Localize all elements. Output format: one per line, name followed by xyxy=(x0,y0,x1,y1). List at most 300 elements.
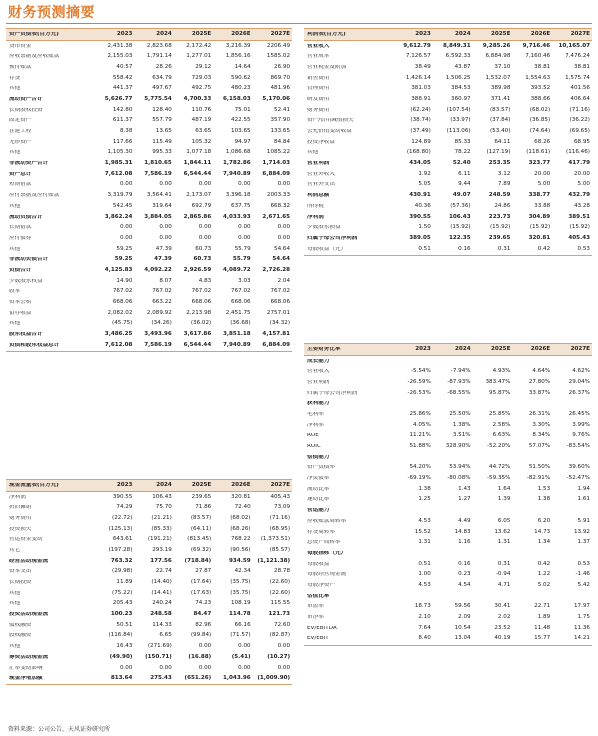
value-cell: 319.64 xyxy=(152,202,172,209)
row-label: 流动资产合计 xyxy=(9,96,43,102)
row-label: 存货周转率 xyxy=(307,529,335,535)
table-row xyxy=(304,516,592,527)
value-cell: 4,157.81 xyxy=(262,331,291,338)
value-cell: (1,373.51) xyxy=(260,536,291,543)
value-cell: 6,544.44 xyxy=(183,170,212,177)
value-cell: 401.56 xyxy=(570,85,590,92)
table-row xyxy=(304,159,592,170)
value-cell: (85.57) xyxy=(269,546,291,553)
value-cell: 388.91 xyxy=(411,95,431,102)
row-label: 现金净增加额 xyxy=(9,676,43,682)
table-row xyxy=(6,137,292,148)
table-row xyxy=(6,556,292,567)
value-cell: 5,170.06 xyxy=(262,95,291,102)
table-title-cell: 利润表(百万元) xyxy=(307,31,346,37)
table-row xyxy=(6,674,292,685)
row-label: 少数股东权益 xyxy=(9,278,43,284)
value-cell: (21.21) xyxy=(151,514,172,521)
value-cell: 0.00 xyxy=(277,664,291,671)
table-row xyxy=(304,431,592,442)
value-cell: 2,431.38 xyxy=(107,42,133,49)
value-cell: 6.65 xyxy=(159,632,172,639)
table-row xyxy=(304,559,592,570)
value-cell: 63.65 xyxy=(195,128,212,135)
value-cell: (68.02) xyxy=(230,514,251,521)
value-cell: (35.75) xyxy=(230,579,251,586)
row-label: 净负债率 xyxy=(307,476,330,482)
value-cell: 82.96 xyxy=(195,621,212,628)
value-cell: (85.33) xyxy=(151,525,172,532)
value-cell: 767.02 xyxy=(231,288,251,295)
value-cell: 0.00 xyxy=(198,181,212,188)
row-label: 营业成本 xyxy=(307,54,330,60)
value-cell: 768.22 xyxy=(231,536,251,543)
row-label: ROE xyxy=(307,433,319,439)
value-cell: 4.83 xyxy=(198,277,212,284)
row-label: 短期借款 xyxy=(9,182,32,188)
value-cell: 1.38 xyxy=(537,496,551,503)
value-cell: 54.64 xyxy=(272,256,291,263)
value-cell: 3,319.79 xyxy=(107,192,133,199)
value-cell: 360.97 xyxy=(451,95,471,102)
value-cell: 611.37 xyxy=(112,117,133,124)
table-row xyxy=(6,127,292,138)
value-cell: (62.24) xyxy=(410,106,431,113)
value-cell: 5.02 xyxy=(537,581,551,588)
value-cell: 5.42 xyxy=(577,581,590,588)
value-cell: (17.64) xyxy=(190,579,212,586)
row-label: 流动比率 xyxy=(307,486,330,492)
value-cell: 430.91 xyxy=(409,192,431,199)
value-cell: (34.32) xyxy=(269,320,291,327)
value-cell: 1585.02 xyxy=(266,53,291,60)
value-cell: (68.26) xyxy=(230,525,251,532)
value-cell: 384.53 xyxy=(451,85,471,92)
value-cell: (83.57) xyxy=(490,106,511,113)
value-cell: 1.38% xyxy=(452,421,471,428)
value-cell: 26.31% xyxy=(528,410,551,417)
value-cell: 0.00 xyxy=(277,643,291,650)
value-cell: (29.98) xyxy=(112,568,133,575)
value-cell: 1.37 xyxy=(577,539,590,546)
value-cell: (53.40) xyxy=(490,128,511,135)
value-cell: 110.76 xyxy=(191,106,212,113)
value-cell: 6.05 xyxy=(497,517,511,524)
value-cell: 4,092.22 xyxy=(144,266,172,273)
table-row xyxy=(6,223,292,234)
row-label: 资产/信用减值损失 xyxy=(307,118,354,124)
row-label: 留存收益 xyxy=(9,310,32,316)
row-label: 其它 xyxy=(9,547,21,553)
table-header-row xyxy=(6,479,292,492)
row-label: 其他 xyxy=(9,601,21,607)
value-cell: 390.55 xyxy=(112,493,133,500)
value-cell: 8.34% xyxy=(532,432,551,439)
table-row xyxy=(6,610,292,621)
value-cell: 9.44 xyxy=(458,181,471,188)
value-cell: 20.00 xyxy=(573,170,590,177)
value-cell: 1.89 xyxy=(537,614,551,621)
year-header-cell: 2023 xyxy=(116,30,133,37)
value-cell: 28.26 xyxy=(155,63,172,70)
value-cell: (116.46) xyxy=(566,149,590,156)
value-cell: 767.02 xyxy=(152,288,172,295)
table-row xyxy=(6,191,292,202)
value-cell: -7.94% xyxy=(450,368,471,375)
value-cell: 3,862.24 xyxy=(104,213,133,220)
value-cell: 2.04 xyxy=(277,277,291,284)
table-row xyxy=(6,620,292,631)
year-header-cell: 2026E xyxy=(530,30,551,37)
value-cell: 643.61 xyxy=(112,536,133,543)
row-label: 营业税金及附加 xyxy=(307,64,347,70)
row-label: 总资产周转率 xyxy=(307,540,341,546)
value-cell: (1,121.38) xyxy=(257,557,291,564)
value-cell: 14.21 xyxy=(573,635,590,642)
value-cell: 634.79 xyxy=(152,74,172,81)
value-cell: 558.42 xyxy=(112,74,133,81)
value-cell: 38.81 xyxy=(573,63,590,70)
row-label: 筹资活动现金流 xyxy=(9,654,49,660)
value-cell: 14.64 xyxy=(234,63,251,70)
table-row xyxy=(304,84,592,95)
table-row xyxy=(6,513,292,524)
row-label: 股权融资 xyxy=(9,633,32,639)
table-row xyxy=(304,591,592,602)
value-cell: (15.92) xyxy=(450,224,471,231)
value-cell: 1.31 xyxy=(418,539,431,546)
row-label: 其他 xyxy=(9,321,21,327)
table-row xyxy=(6,492,292,503)
value-cell: 3,396.18 xyxy=(225,192,251,199)
value-cell: 304.89 xyxy=(528,213,551,220)
value-cell: 393.52 xyxy=(530,85,551,92)
value-cell: 0.00 xyxy=(119,664,133,671)
value-cell: 115.55 xyxy=(270,600,291,607)
value-cell: 0.00 xyxy=(198,664,212,671)
value-cell: 0.00 xyxy=(277,181,291,188)
value-cell: 3.12 xyxy=(497,170,511,177)
value-cell: 59.25 xyxy=(116,245,133,252)
year-header-cell: 2026E xyxy=(530,345,551,352)
value-cell: (168.80) xyxy=(406,149,431,156)
value-cell: 8.40 xyxy=(418,635,431,642)
table-row xyxy=(6,180,292,191)
table-title-cell: 现金流量表(百万元) xyxy=(9,482,59,488)
value-cell: 25.86% xyxy=(409,410,431,417)
table-header-row xyxy=(6,28,292,41)
table-row xyxy=(304,94,592,105)
page-title: 财务预测摘要 xyxy=(8,5,95,21)
row-label: 所得税 xyxy=(307,203,324,209)
value-cell: 1,714.03 xyxy=(262,160,291,167)
value-cell: 57.07% xyxy=(528,443,551,450)
value-cell: 389.98 xyxy=(490,85,511,92)
value-cell: 7,940.89 xyxy=(223,170,251,177)
table-row xyxy=(6,287,292,298)
value-cell: 320.81 xyxy=(231,493,251,500)
row-label: 其他 xyxy=(9,644,21,650)
table-row xyxy=(304,495,592,506)
value-cell: 6,158.03 xyxy=(223,95,251,102)
table-row xyxy=(304,223,592,234)
value-cell: 441.37 xyxy=(112,85,133,92)
value-cell: 78.22 xyxy=(454,149,471,156)
value-cell: 1.22 xyxy=(537,571,551,578)
table-row xyxy=(6,642,292,653)
value-cell: (36.02) xyxy=(190,320,212,327)
row-label: 归属于母公司净利润 xyxy=(307,390,358,396)
value-cell: 388.66 xyxy=(530,95,551,102)
value-cell: (82.87) xyxy=(269,632,291,639)
value-cell: -52.20% xyxy=(487,443,511,450)
table-row xyxy=(304,580,592,591)
value-cell: 2,865.86 xyxy=(183,213,212,220)
value-cell: 55.79 xyxy=(234,245,251,252)
row-label: 每股收益 xyxy=(307,561,330,567)
value-cell: 106.43 xyxy=(152,493,172,500)
table-row xyxy=(6,212,292,223)
value-cell: 26.90 xyxy=(274,63,291,70)
value-cell: 95.87% xyxy=(489,389,511,396)
value-cell: (37.49) xyxy=(410,128,431,135)
table-row xyxy=(6,503,292,514)
year-header-cell: 2026E xyxy=(231,30,251,37)
value-cell: 0.00 xyxy=(277,234,291,241)
value-cell: (75.22) xyxy=(112,589,133,596)
value-cell: 0.31 xyxy=(497,560,511,567)
row-label: 市盈率 xyxy=(307,604,324,610)
table-row xyxy=(304,73,592,84)
table-row xyxy=(6,308,292,319)
row-label: 偿债能力 xyxy=(307,454,330,460)
value-cell: (49.90) xyxy=(109,653,133,660)
value-cell: 1.94 xyxy=(577,485,590,492)
value-cell: 3.51% xyxy=(452,432,471,439)
value-cell: 6,544.44 xyxy=(183,341,212,348)
value-cell: 0.16 xyxy=(458,245,471,252)
table-row xyxy=(304,116,592,127)
value-cell: 0.00 xyxy=(198,224,212,231)
value-cell: 480.23 xyxy=(231,85,251,92)
value-cell: 293.19 xyxy=(152,546,172,553)
value-cell: 4,125.83 xyxy=(104,266,133,273)
value-cell: 72.60 xyxy=(274,621,291,628)
value-cell: 64.11 xyxy=(494,138,511,145)
table-row xyxy=(6,330,292,341)
value-cell: 371.41 xyxy=(490,95,511,102)
value-cell: (17.63) xyxy=(190,589,212,596)
table-row xyxy=(304,137,592,148)
table-row xyxy=(304,212,592,223)
financial-ratios-table xyxy=(304,343,592,646)
value-cell: 28.78 xyxy=(274,568,291,575)
value-cell: 1.53 xyxy=(537,485,551,492)
table-row xyxy=(304,191,592,202)
value-cell: 1,844.11 xyxy=(183,160,212,167)
cash-flow-table xyxy=(6,479,292,685)
value-cell: 0.00 xyxy=(159,181,172,188)
year-header-cell: 2025E xyxy=(491,30,511,37)
value-cell: 4.54 xyxy=(458,581,471,588)
row-label: ROIC xyxy=(307,444,321,450)
row-label: 流动负债合计 xyxy=(9,214,43,220)
value-cell: 663.22 xyxy=(152,299,172,306)
value-cell: 74.23 xyxy=(195,600,212,607)
value-cell: 47.39 xyxy=(155,245,172,252)
value-cell: 142.80 xyxy=(112,106,133,113)
value-cell: -69.19% xyxy=(407,475,431,482)
value-cell: 66.16 xyxy=(234,621,251,628)
year-header-cell: 2027E xyxy=(270,30,291,37)
value-cell: 15.77 xyxy=(534,635,551,642)
value-cell: 275.43 xyxy=(150,675,172,682)
value-cell: 1,810.65 xyxy=(144,160,172,167)
table-row xyxy=(6,159,292,170)
value-cell: 4,033.93 xyxy=(223,213,251,220)
table-row xyxy=(6,298,292,309)
value-cell: 542.45 xyxy=(112,202,133,209)
value-cell: 4.05% xyxy=(413,421,431,428)
row-label: 研发费用 xyxy=(307,96,330,102)
table-row xyxy=(6,599,292,610)
row-label: 营业利润 xyxy=(307,379,330,385)
value-cell: 320.81 xyxy=(528,234,551,241)
value-cell: (15.92) xyxy=(529,224,551,231)
value-cell: (69.32) xyxy=(190,546,212,553)
value-cell: 8.07 xyxy=(159,277,172,284)
table-row xyxy=(304,623,592,634)
value-cell: 0.00 xyxy=(238,181,251,188)
value-cell: 26.45% xyxy=(568,410,590,417)
value-cell: 1,575.74 xyxy=(565,74,590,81)
value-cell: 7.89 xyxy=(497,181,511,188)
value-cell: 2.58% xyxy=(492,421,511,428)
value-cell: 3.30% xyxy=(532,421,551,428)
value-cell: 2,155.03 xyxy=(107,53,133,60)
value-cell: 51.88% xyxy=(409,443,431,450)
value-cell: 43.87 xyxy=(454,63,471,70)
value-cell: 2,089.92 xyxy=(146,309,172,316)
value-cell: 3,216.39 xyxy=(225,42,251,49)
table-bottom-rule xyxy=(304,255,592,256)
value-cell: (22.72) xyxy=(112,514,133,521)
row-label: 公允价值变动收益 xyxy=(307,129,352,135)
value-cell: 4.93% xyxy=(492,368,511,375)
value-cell: 0.00 xyxy=(238,643,251,650)
value-cell: 7,612.08 xyxy=(104,170,133,177)
row-label: 长期股权投资 xyxy=(9,107,43,113)
value-cell: 0.00 xyxy=(238,234,251,241)
value-cell: 934.59 xyxy=(229,557,251,564)
source-note: 资料来源：公司公告，天风证券研究所 xyxy=(8,726,111,733)
table-row xyxy=(304,148,592,159)
value-cell: (99.84) xyxy=(190,632,212,639)
value-cell: 3,617.86 xyxy=(183,331,212,338)
value-cell: 103.65 xyxy=(231,128,251,135)
value-cell: 0.00 xyxy=(198,643,212,650)
value-cell: (71.16) xyxy=(569,106,590,113)
value-cell: 0.00 xyxy=(159,224,172,231)
value-cell: 37.10 xyxy=(494,63,511,70)
value-cell: 50.51 xyxy=(116,621,133,628)
row-label: 销售费用 xyxy=(307,75,330,81)
value-cell: 54.64 xyxy=(274,245,291,252)
value-cell: 3,493.96 xyxy=(144,331,172,338)
value-cell: 1,791.14 xyxy=(146,53,172,60)
table-row xyxy=(6,169,292,180)
value-cell: 383.47% xyxy=(485,378,511,385)
value-cell: 1.31 xyxy=(497,539,511,546)
value-cell: 328.90% xyxy=(445,443,471,450)
value-cell: 11.36 xyxy=(573,624,590,631)
value-cell: 6.11 xyxy=(458,170,471,177)
row-label: 管理费用 xyxy=(307,86,330,92)
value-cell: 13.62 xyxy=(494,528,511,535)
value-cell: 1,782.86 xyxy=(223,160,251,167)
value-cell: 205.43 xyxy=(112,600,133,607)
value-cell: 128.40 xyxy=(152,106,172,113)
value-cell: 2,082.02 xyxy=(107,309,133,316)
year-header-cell: 2027E xyxy=(570,345,590,352)
value-cell: (71.57) xyxy=(230,632,251,639)
row-label: 股本 xyxy=(9,289,21,295)
value-cell: 38.49 xyxy=(414,63,431,70)
value-cell: 3,486.25 xyxy=(104,331,133,338)
value-cell: 27.80% xyxy=(528,378,551,385)
value-cell: 27.87 xyxy=(195,568,212,575)
value-cell: 5.05 xyxy=(418,181,431,188)
table-row xyxy=(6,276,292,287)
row-label: 货币资金 xyxy=(9,43,32,49)
value-cell: 0.00 xyxy=(159,664,172,671)
value-cell: 60.73 xyxy=(195,245,212,252)
value-cell: 177.56 xyxy=(150,557,172,564)
value-cell: 59.56 xyxy=(454,603,471,610)
value-cell: 0.53 xyxy=(577,245,590,252)
value-cell: 1.38 xyxy=(418,485,431,492)
value-cell: 2757.01 xyxy=(266,309,291,316)
value-cell: 1,426.14 xyxy=(405,74,431,81)
value-cell: 55.79 xyxy=(232,256,251,263)
value-cell: 0.00 xyxy=(198,234,212,241)
table-row xyxy=(304,538,592,549)
value-cell: 253.35 xyxy=(488,160,511,167)
value-cell: 0.31 xyxy=(497,245,511,252)
value-cell: 17.97 xyxy=(573,603,590,610)
table-row xyxy=(6,148,292,159)
value-cell: 18.73 xyxy=(414,603,431,610)
value-cell: -0.94 xyxy=(495,571,511,578)
value-cell: 0.16 xyxy=(458,560,471,567)
table-row xyxy=(6,588,292,599)
value-cell: 1,105.30 xyxy=(107,149,133,156)
value-cell: 0.42 xyxy=(537,245,551,252)
value-cell: 124.89 xyxy=(411,138,431,145)
value-cell: 0.00 xyxy=(119,224,133,231)
value-cell: 6,884.09 xyxy=(262,341,291,348)
value-cell: -80.08% xyxy=(447,475,471,482)
value-cell: (813.45) xyxy=(187,536,212,543)
value-cell: 114.33 xyxy=(152,621,172,628)
value-cell: 1,506.25 xyxy=(445,74,471,81)
value-cell: 16.43 xyxy=(116,643,133,650)
value-cell: 1.61 xyxy=(577,496,590,503)
value-cell: (35.75) xyxy=(230,589,251,596)
value-cell: 24.86 xyxy=(494,202,511,209)
value-cell: 94.97 xyxy=(234,138,251,145)
value-cell: 3,884.05 xyxy=(144,213,172,220)
